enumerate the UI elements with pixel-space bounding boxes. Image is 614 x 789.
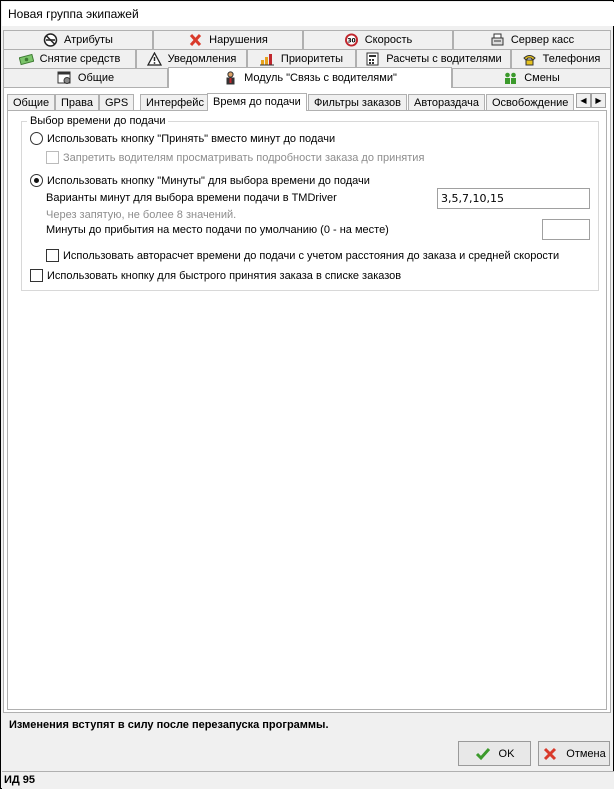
- ok-button[interactable]: [458, 741, 531, 766]
- tab-priorities[interactable]: [247, 49, 356, 68]
- tab-telephony[interactable]: [511, 49, 611, 68]
- default-minutes-row: [46, 224, 389, 236]
- people-icon: [503, 71, 518, 85]
- inner-tab-release[interactable]: [486, 94, 574, 111]
- tab-scroll-left-button[interactable]: [576, 93, 591, 108]
- tab-withdrawal-label: Снятие средств: [39, 53, 121, 65]
- checkmark-icon: [475, 747, 491, 761]
- forbid-details-label: Запретить водителям просматривать подробности заказа до принятия: [63, 151, 425, 164]
- option-accept-radio[interactable]: [30, 132, 43, 145]
- tab-violations[interactable]: [153, 30, 303, 49]
- tab-driver-module-label: Модуль "Связь с водителями": [244, 72, 397, 84]
- tab-cash-server-label: Сервер касс: [510, 34, 575, 46]
- tab-shifts[interactable]: [452, 68, 611, 87]
- variants-label-row: [46, 192, 337, 204]
- svg-text:30: 30: [347, 37, 356, 45]
- inner-tab-interface-label: Интерфейс: [146, 97, 204, 109]
- autocalc-label: Использовать авторасчет времени до подачи с учетом расстояния до заказа и средней скорости: [63, 249, 560, 262]
- inner-tab-general[interactable]: [7, 94, 55, 111]
- inner-tab-interface[interactable]: [140, 94, 210, 111]
- tab-driver-module[interactable]: [168, 67, 452, 88]
- tab-violations-label: Нарушения: [209, 34, 268, 46]
- inner-tab-release-label: Освобождение: [492, 97, 569, 109]
- inner-tab-order-filters-label: Фильтры заказов: [314, 97, 402, 109]
- tab-speed-label: Скорость: [364, 34, 413, 46]
- speed-limit-30-icon: [344, 33, 359, 47]
- tab-withdrawal[interactable]: [3, 49, 136, 68]
- inner-tab-auto-dispatch[interactable]: [408, 94, 485, 111]
- variants-input-value: 3,5,7,10,15: [441, 192, 504, 205]
- option-accept-label: Использовать кнопку "Принять" вместо минут до подачи: [47, 132, 336, 145]
- inner-tab-strip: [7, 93, 575, 111]
- inner-tab-gps[interactable]: [99, 94, 134, 111]
- tab-general-label: Общие: [77, 72, 115, 84]
- no-smoking-icon: [43, 33, 58, 47]
- inner-tab-arrival-time[interactable]: [207, 93, 307, 111]
- red-x-icon: [188, 33, 203, 47]
- tab-driver-payments-label: Расчеты с водителями: [386, 53, 502, 65]
- priority-chart-icon: [260, 52, 275, 66]
- status-bar: [2, 771, 614, 789]
- variants-hint: Через запятую, не более 8 значений.: [46, 209, 237, 221]
- forbid-details-row: [46, 151, 424, 164]
- driver-icon: [223, 71, 238, 85]
- quick-accept-label: Использовать кнопку для быстрого принятия заказа в списке заказов: [47, 269, 402, 282]
- close-icon: [542, 747, 558, 761]
- money-icon: [19, 52, 34, 66]
- inner-tab-order-filters[interactable]: [308, 94, 407, 111]
- tab-driver-payments[interactable]: [356, 49, 511, 68]
- tab-speed[interactable]: [303, 30, 453, 49]
- inner-tab-gps-label: GPS: [105, 97, 129, 109]
- tab-attributes-label: Атрибуты: [64, 34, 113, 46]
- tab-shifts-label: Смены: [524, 72, 560, 84]
- settings-window-icon: [57, 71, 72, 85]
- default-minutes-label: Минуты до прибытия на место подачи по умолчанию (0 - на месте): [46, 224, 389, 236]
- groupbox-title: Выбор времени до подачи: [27, 115, 168, 127]
- title-bar: [2, 2, 614, 26]
- chevron-left-icon: ◀: [580, 96, 587, 105]
- tab-general[interactable]: [3, 68, 168, 87]
- option-minutes-label: Использовать кнопку "Минуты" для выбора времени до подачи: [47, 174, 370, 187]
- inner-tab-rights-label: Права: [61, 97, 93, 109]
- cancel-button[interactable]: [538, 741, 610, 766]
- default-minutes-input[interactable]: [542, 219, 590, 240]
- tab-attributes[interactable]: [3, 30, 153, 49]
- inner-tab-general-label: Общие: [13, 97, 50, 109]
- option-minutes-radio[interactable]: [30, 174, 43, 187]
- variants-input[interactable]: [437, 188, 590, 209]
- tab-notifications-label: Уведомления: [167, 53, 237, 65]
- ok-button-label: OK: [498, 747, 515, 760]
- variants-label: Варианты минут для выбора времени подачи в TMDriver: [46, 192, 337, 204]
- chevron-right-icon: ▶: [595, 96, 602, 105]
- variants-hint-row: [46, 209, 236, 221]
- tab-scroll-right-button[interactable]: [591, 93, 606, 108]
- autocalc-row[interactable]: [46, 249, 559, 262]
- quick-accept-row[interactable]: [30, 269, 401, 282]
- cancel-button-label: Отмена: [566, 747, 606, 760]
- window-title: Новая группа экипажей: [8, 7, 139, 21]
- forbid-details-checkbox: [46, 151, 59, 164]
- inner-tab-auto-dispatch-label: Автораздача: [414, 97, 480, 109]
- tab-priorities-label: Приоритеты: [280, 53, 344, 65]
- warning-icon: [147, 52, 162, 66]
- id-label: ИД 95: [4, 774, 36, 786]
- cash-register-icon: [490, 33, 505, 47]
- inner-tab-arrival-time-label: Время до подачи: [213, 96, 301, 108]
- option-accept-row[interactable]: [30, 132, 335, 145]
- option-minutes-row[interactable]: [30, 174, 370, 187]
- tab-notifications[interactable]: [136, 49, 247, 68]
- phone-icon: [522, 52, 537, 66]
- autocalc-checkbox[interactable]: [46, 249, 59, 262]
- inner-tab-rights[interactable]: [55, 94, 99, 111]
- restart-notice: Изменения вступят в силу после перезапуска программы.: [9, 719, 329, 731]
- calculator-icon: [365, 52, 380, 66]
- tab-telephony-label: Телефония: [542, 53, 601, 65]
- quick-accept-checkbox[interactable]: [30, 269, 43, 282]
- tab-cash-server[interactable]: [453, 30, 611, 49]
